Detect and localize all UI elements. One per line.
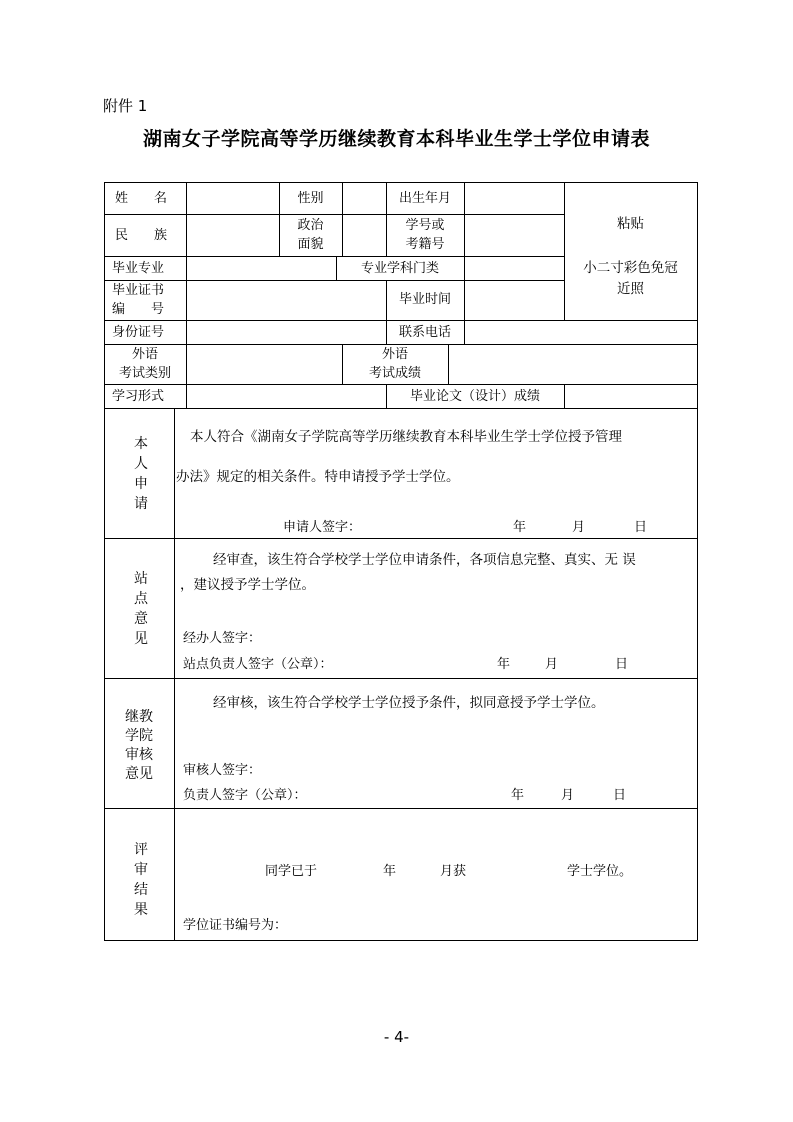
- row-line: [104, 408, 698, 409]
- gender-label: 性别: [297, 191, 324, 206]
- col-line: [464, 280, 465, 344]
- station-opinion-line1: 经审查，该生符合学校学士学位申请条件，各项信息完整、真实、无 误: [213, 552, 636, 568]
- political-status-label-line2: 面貌: [297, 237, 324, 252]
- discipline-label: 专业学科门类: [360, 261, 439, 276]
- college-year-label: 年: [511, 788, 525, 803]
- reviewer-signature-label: 审核人签字：: [183, 763, 262, 778]
- ethnicity-label: 民 族: [115, 228, 168, 243]
- applicant-signature-label: 申请人签字：: [283, 520, 362, 535]
- table-border-top: [104, 182, 698, 183]
- station-opinion-line2: ，建议授予学士学位。: [180, 577, 315, 593]
- thesis-score-label: 毕业论文（设计）成绩: [409, 389, 540, 404]
- station-year-label: 年: [497, 657, 511, 672]
- result-month-label: 月获: [440, 864, 467, 879]
- college-opinion-line1: 经审核，该生符合学校学士学位授予条件，拟同意授予学士学位。: [213, 695, 605, 711]
- col-line: [564, 384, 565, 408]
- result-year-label: 年: [383, 864, 397, 879]
- applicant-statement-line2: 办法》规定的相关条件。特申请授予学士学位。: [176, 469, 460, 485]
- graduation-time-label: 毕业时间: [398, 292, 451, 307]
- photo-size-label: 小二寸彩色免冠: [583, 260, 678, 276]
- station-month-label: 月: [545, 657, 559, 672]
- row-line: [104, 678, 698, 679]
- college-head-signature-label: 负责人签字（公章）：: [183, 788, 307, 803]
- language-exam-type-label-line1: 外语: [131, 347, 158, 362]
- col-line: [342, 182, 343, 256]
- table-border-bottom: [104, 940, 698, 941]
- student-id-label-line1: 学号或: [405, 218, 445, 233]
- college-section-label-line3: 审核: [125, 747, 153, 763]
- college-section-label-line1: 继教: [125, 709, 153, 725]
- col-line: [186, 182, 187, 408]
- page-number: - 4-: [383, 1028, 410, 1046]
- row-line: [104, 320, 698, 321]
- col-line: [464, 182, 465, 256]
- station-head-signature-label: 站点负责人签字（公章）：: [183, 657, 333, 672]
- phone-label: 联系电话: [398, 325, 451, 340]
- student-id-label-line2: 考籍号: [405, 237, 445, 252]
- result-degree-label: 学士学位。: [567, 864, 633, 879]
- col-line: [448, 344, 449, 384]
- college-section-label-line4: 意见: [125, 766, 153, 782]
- row-line: [104, 808, 698, 809]
- row-line: [104, 384, 698, 385]
- applicant-year-label: 年: [513, 520, 527, 535]
- station-day-label: 日: [615, 657, 629, 672]
- attachment-label: 附件 1: [103, 97, 148, 115]
- applicant-section-label: 本人申请: [134, 436, 148, 512]
- table-border-right: [697, 182, 698, 941]
- col-line: [464, 256, 465, 280]
- row-line: [104, 256, 564, 257]
- name-label: 姓 名: [115, 191, 168, 206]
- row-line: [104, 538, 698, 539]
- major-label: 毕业专业: [112, 261, 165, 276]
- language-exam-score-label-line1: 外语: [381, 347, 408, 362]
- applicant-month-label: 月: [572, 520, 586, 535]
- language-exam-type-label-line2: 考试类别: [118, 366, 171, 381]
- photo-type-label: 近照: [617, 281, 644, 297]
- degree-certificate-no-label: 学位证书编号为：: [183, 918, 288, 933]
- college-section-label-line2: 学院: [125, 728, 153, 744]
- photo-paste-label: 粘贴: [617, 216, 644, 232]
- applicant-statement-line1: 本人符合《湖南女子学院高等学历继续教育本科毕业生学士学位授予管理: [190, 429, 622, 445]
- page-title: 湖南女子学院高等学历继续教育本科毕业生学士学位申请表: [142, 128, 650, 150]
- certificate-no-label-line2: 编 号: [112, 302, 165, 317]
- certificate-no-label-line1: 毕业证书: [112, 283, 165, 298]
- political-status-label-line1: 政治: [297, 218, 324, 233]
- station-section-label: 站点意见: [134, 571, 148, 647]
- id-card-label: 身份证号: [112, 325, 165, 340]
- college-month-label: 月: [561, 788, 575, 803]
- result-section-label: 评审结果: [134, 842, 148, 918]
- language-exam-score-label-line2: 考试成绩: [368, 366, 421, 381]
- row-line: [104, 280, 564, 281]
- photo-column-line: [564, 182, 565, 320]
- row-line: [104, 214, 564, 215]
- study-form-label: 学习形式: [112, 389, 165, 404]
- handler-signature-label: 经办人签字：: [183, 631, 262, 646]
- result-text-a: 同学已于: [265, 864, 318, 879]
- birth-label: 出生年月: [398, 191, 451, 206]
- section-label-column-line: [174, 408, 175, 941]
- table-border-left: [104, 182, 105, 941]
- applicant-day-label: 日: [634, 520, 648, 535]
- college-day-label: 日: [613, 788, 627, 803]
